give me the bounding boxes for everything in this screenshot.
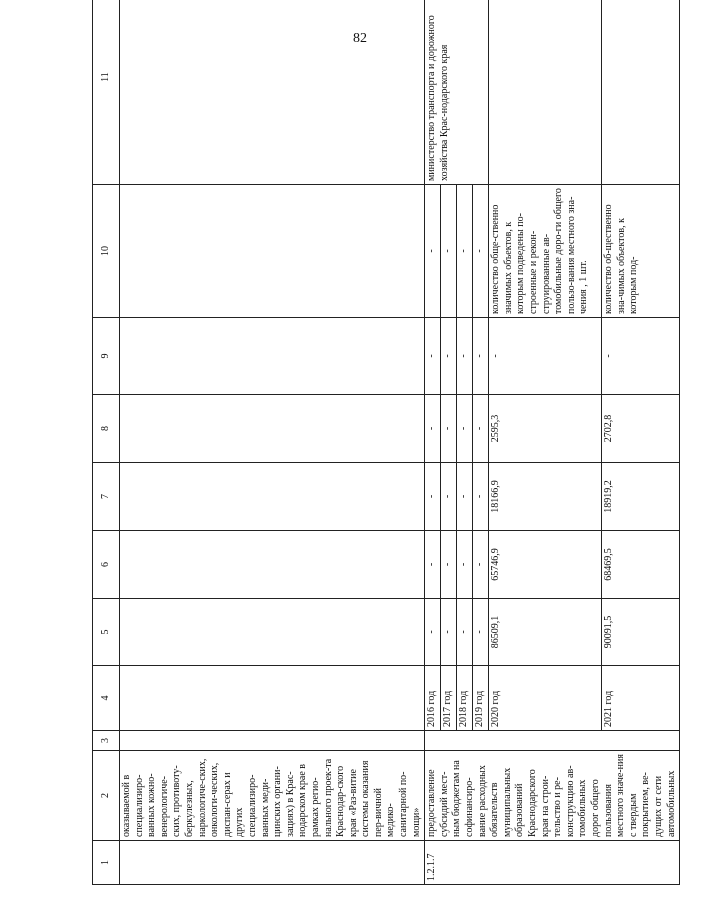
cell-col9	[120, 318, 425, 395]
header-col-11: 11	[93, 0, 120, 185]
cell-year: 2020 год	[489, 666, 602, 731]
header-col-3: 3	[93, 731, 120, 751]
table-row-2016	[425, 0, 441, 885]
cell-col5: -	[441, 599, 457, 666]
cell-col7: -	[441, 463, 457, 531]
cell-col10: -	[457, 185, 473, 318]
cell-col7: 18166,9	[489, 463, 602, 531]
cell-item-number: 1.2.1.7	[425, 841, 680, 885]
cell-col9: -	[473, 318, 489, 395]
cell-col9: -	[425, 318, 441, 395]
cell-year: 2019 год	[473, 666, 489, 731]
cell-col9: -	[441, 318, 457, 395]
cell-col5: -	[473, 599, 489, 666]
header-col-9: 9	[93, 318, 120, 395]
cell-col10	[120, 185, 425, 318]
page-number: 82	[353, 31, 367, 46]
cell-item-description: предоставление субсидий мест-ным бюджетам на софинансиро-вание расходных обязательств муниципальных образований Краснодарского края на строи-тельство и ре-конструкцию ав-томобильных дорог общего пользования местного значе-ния с твердым покрытием, ве-дущих от сети автомобильных	[425, 751, 680, 841]
cell-col8: 2702,8	[602, 395, 680, 463]
cell-col11	[120, 0, 425, 185]
cell-col6: 65746,9	[489, 531, 602, 599]
cell-col10: -	[473, 185, 489, 318]
header-col-6: 6	[93, 531, 120, 599]
cell-col3	[120, 731, 425, 751]
cell-year: 2021 год	[602, 666, 680, 731]
cell-col8: -	[425, 395, 441, 463]
cell-col11	[489, 0, 602, 185]
table-row-continuation	[120, 0, 425, 885]
cell-year: 2017 год	[441, 666, 457, 731]
cell-col10: -	[441, 185, 457, 318]
cell-col7: 18919,2	[602, 463, 680, 531]
cell-col8: -	[457, 395, 473, 463]
header-col-10: 10	[93, 185, 120, 318]
header-col-2: 2	[93, 751, 120, 841]
cell-col6: -	[425, 531, 441, 599]
cell-item-col3	[425, 731, 680, 751]
program-table	[92, 0, 680, 885]
cell-col10-indicator: количество обще-ственно значимых объектов, к которым подведены по-строенные и рекон-струированные ав-томобильные доро-ги общего пользо-вания местного зна-чения , 1 шт.	[489, 185, 602, 318]
cell-col7	[120, 463, 425, 531]
cell-col5: -	[425, 599, 441, 666]
cell-description: оказываемой в специализиро-ванных кожно-венерологиче-ских, противоту-беркулезных, наркологиче-ских, онкологи-ческих, диспан-серах и других специализиро-ванных меди-цинских органи-зациях) в Крас-нодарском крае в рамках регио-нального проек-та Краснодар-ского края «Раз-витие системы оказания пер-вичной медико-санитарной по-мощи»	[120, 751, 425, 841]
cell-col5	[120, 599, 425, 666]
cell-col6: -	[441, 531, 457, 599]
cell-col6: -	[457, 531, 473, 599]
header-col-1: 1	[93, 841, 120, 885]
cell-item-responsible: министерство транспорта и дорожного хозяйства Крас-нодарского края	[425, 0, 489, 185]
cell-col8	[120, 395, 425, 463]
cell-col8: -	[473, 395, 489, 463]
cell-year: 2016 год	[425, 666, 441, 731]
cell-col6: 68469,5	[602, 531, 680, 599]
cell-col8: 2595,3	[489, 395, 602, 463]
header-col-8: 8	[93, 395, 120, 463]
cell-col7: -	[473, 463, 489, 531]
cell-col8: -	[441, 395, 457, 463]
header-col-4: 4	[93, 666, 120, 731]
cell-col5: 90091,5	[602, 599, 680, 666]
cell-col9: -	[489, 318, 602, 395]
cell-col6	[120, 531, 425, 599]
cell-col7: -	[425, 463, 441, 531]
header-col-5: 5	[93, 599, 120, 666]
cell-year: 2018 год	[457, 666, 473, 731]
cell-col11	[602, 0, 680, 185]
cell-year	[120, 666, 425, 731]
cell-col9: -	[457, 318, 473, 395]
cell-col5: 86509,1	[489, 599, 602, 666]
cell-col10: -	[425, 185, 441, 318]
header-col-7: 7	[93, 463, 120, 531]
cell-col10-indicator: количество об-щественно зна-чимых объектов, к которым под-	[602, 185, 680, 318]
header-row	[93, 0, 120, 885]
cell-col6: -	[473, 531, 489, 599]
cell-number	[120, 841, 425, 885]
cell-col9: -	[602, 318, 680, 395]
cell-col5: -	[457, 599, 473, 666]
cell-col7: -	[457, 463, 473, 531]
